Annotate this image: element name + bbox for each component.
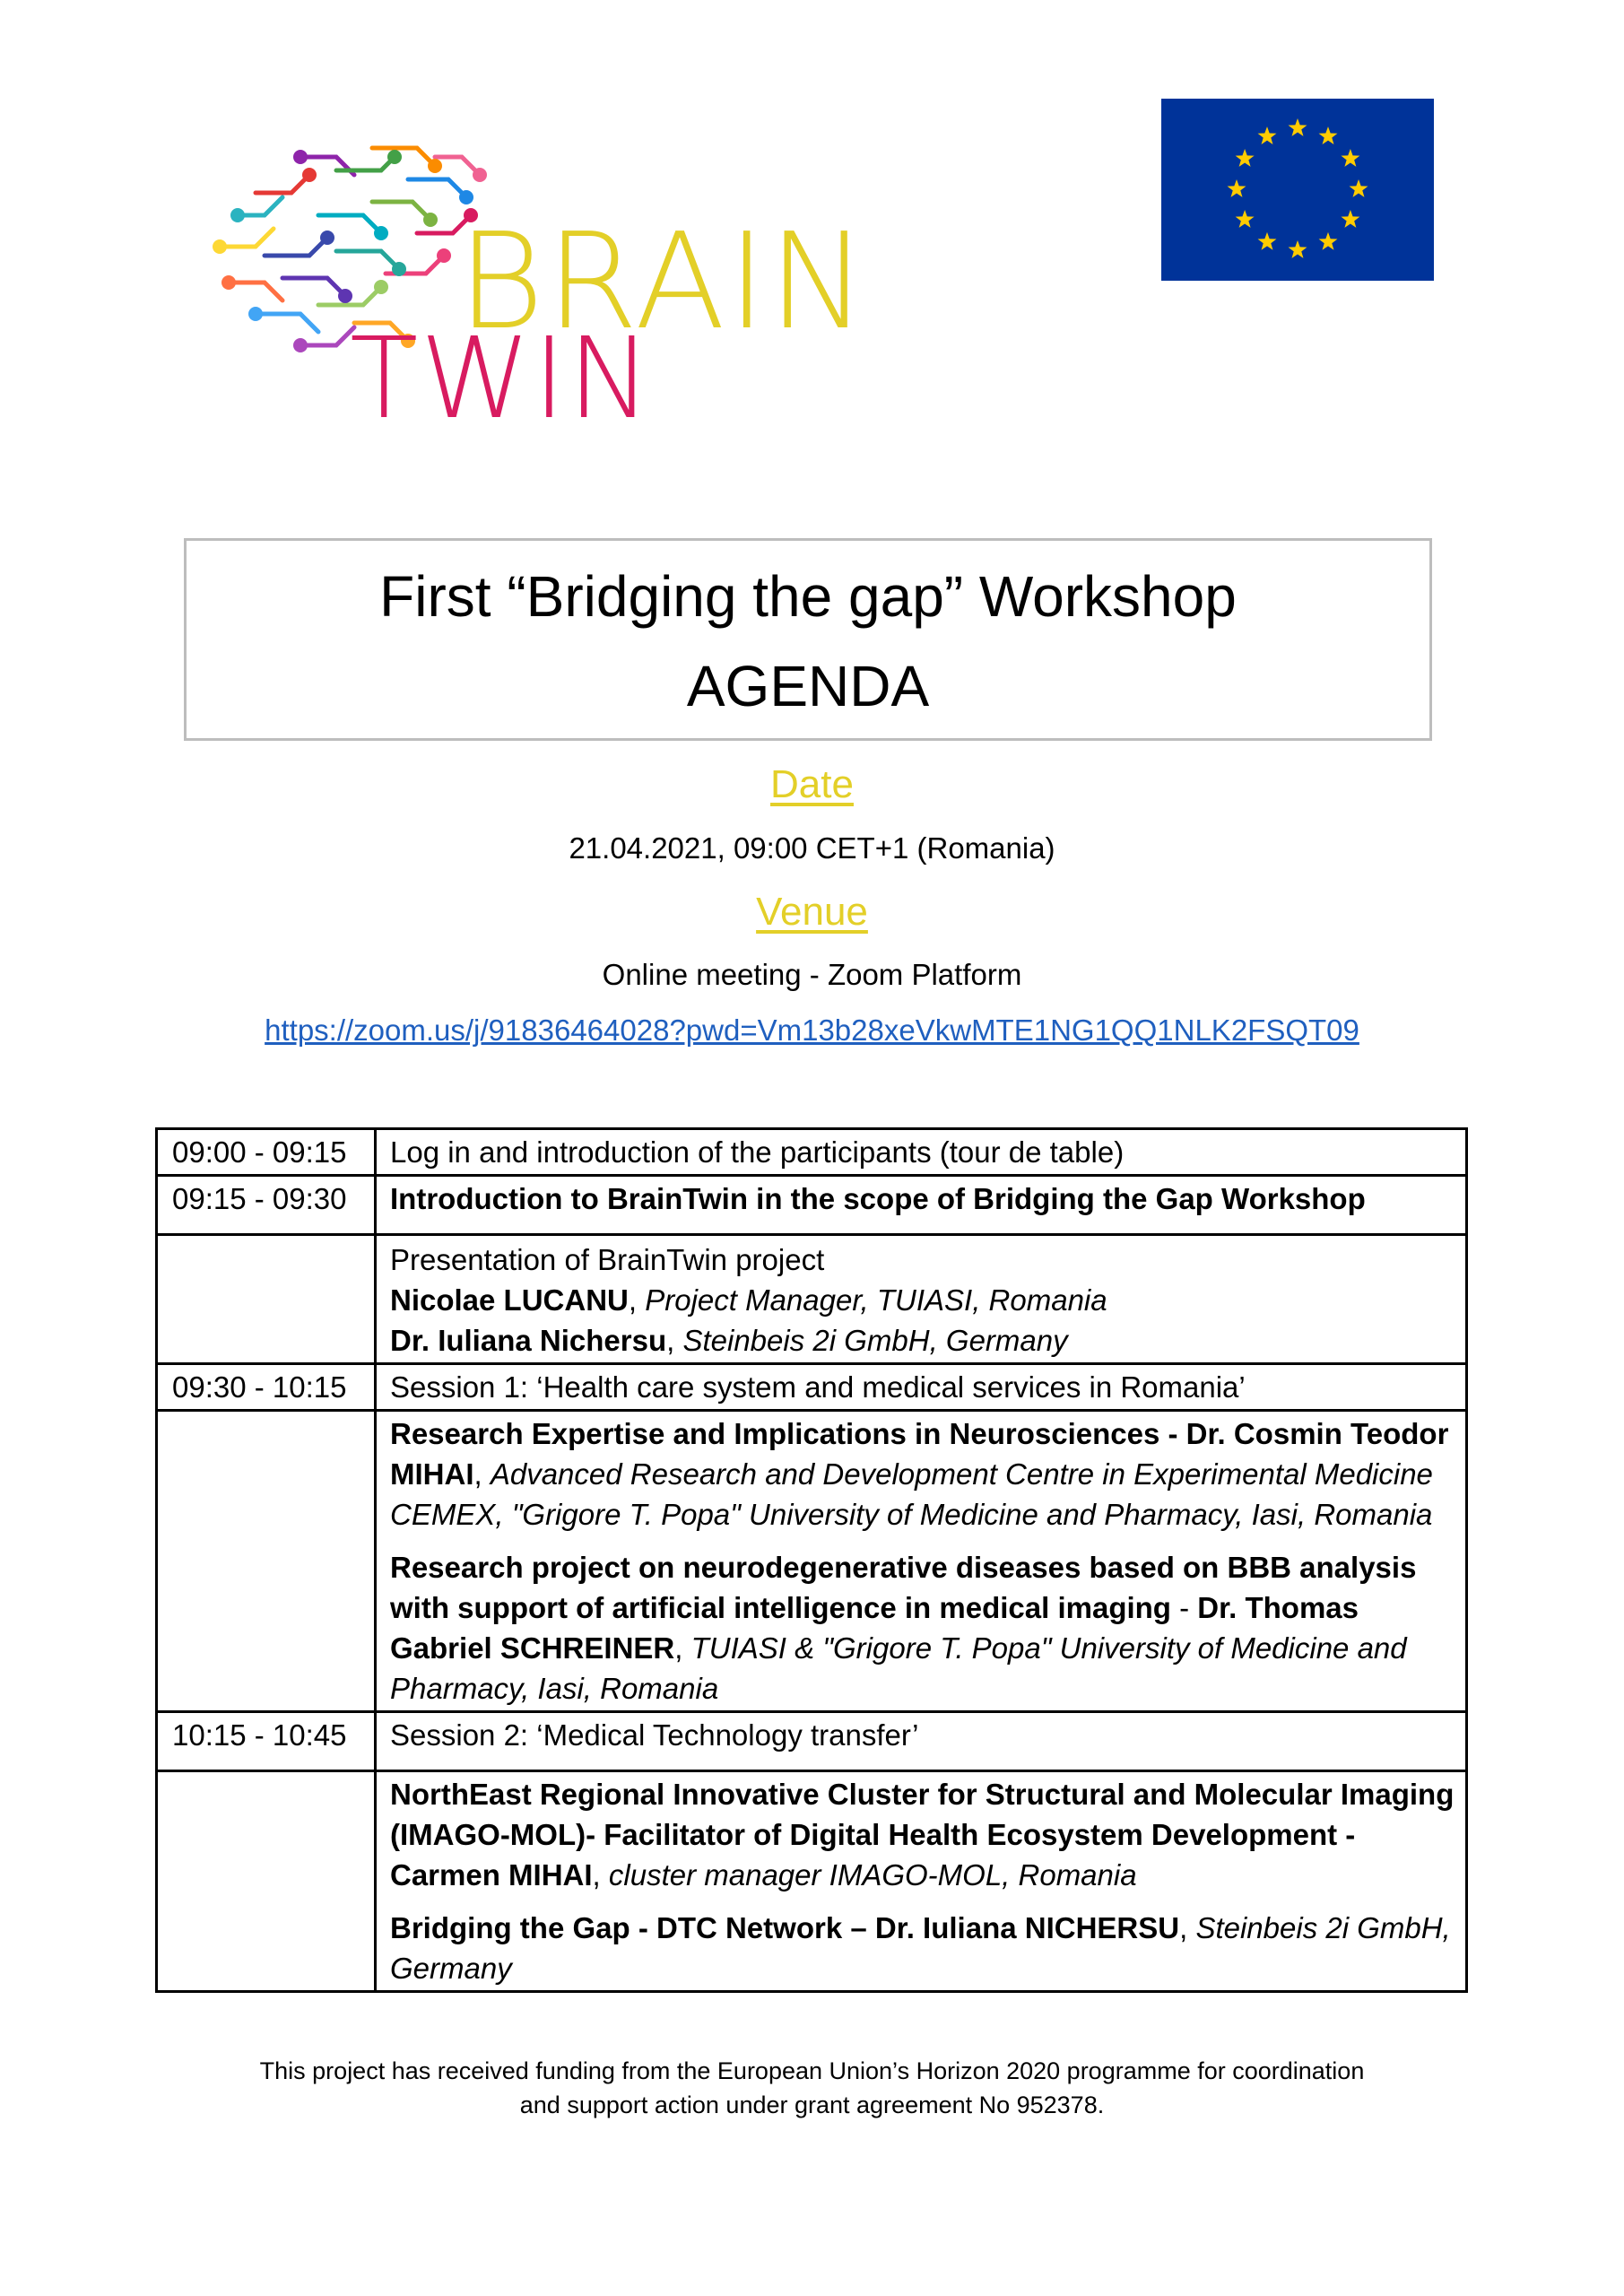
zoom-link-line: [0, 1013, 1624, 1048]
talk-affiliation: Advanced Research and Development Centre in Experimental Medicine CEMEX, "Grigore T. Popa" University of Medicine and Pharmacy, Iasi, Romania: [390, 1457, 1433, 1531]
eu-star-icon: [1236, 149, 1255, 167]
separator: ,: [1179, 1911, 1196, 1944]
agenda-item: Log in and introduction of the participants (tour de table): [376, 1129, 1467, 1176]
eu-flag: [1161, 99, 1434, 281]
table-row: [157, 1364, 1467, 1411]
brain-circuit-icon: [202, 130, 870, 444]
talk-title: Research project on neurodegenerative diseases based on BBB analysis with support of artificial intelligence in medical imaging: [390, 1551, 1417, 1624]
speaker-line: [390, 1280, 1455, 1320]
eu-star-icon: [1258, 126, 1277, 144]
title-box: [184, 538, 1432, 741]
agenda-heading: AGENDA: [686, 654, 930, 718]
agenda-item-title: Introduction to BrainTwin in the scope of Bridging the Gap Workshop: [390, 1182, 1366, 1215]
venue-heading: Venue: [756, 890, 868, 934]
time-cell: [157, 1411, 376, 1712]
footer-line: This project has received funding from the European Union’s Horizon 2020 programme for coordination: [259, 2057, 1365, 2084]
talk-affiliation: Steinbeis 2i GmbH, Germany: [390, 1911, 1451, 1985]
agenda-item: [376, 1411, 1467, 1712]
time-cell: 09:00 - 09:15: [157, 1129, 376, 1176]
eu-star-icon: [1319, 232, 1338, 250]
eu-star-icon: [1341, 149, 1359, 167]
zoom-link[interactable]: https://zoom.us/j/91836464028?pwd=Vm13b28xeVkwMTE1NG1QQ1NLK2FSQT09: [265, 1013, 1359, 1047]
eu-star-icon: [1341, 210, 1359, 228]
eu-star-icon: [1350, 179, 1368, 197]
talk-title: Research Expertise and Implications in Neurosciences - Dr. Cosmin Teodor MIHAI: [390, 1417, 1449, 1491]
venue-value: Online meeting - Zoom Platform: [602, 958, 1022, 991]
speaker-name: Dr. Iuliana Nichersu: [390, 1324, 667, 1357]
talk-affiliation: TUIASI & "Grigore T. Popa" University of Medicine and Pharmacy, Iasi, Romania: [390, 1631, 1407, 1705]
eu-star-icon: [1319, 126, 1338, 144]
footer-line: and support action under grant agreement No 952378.: [519, 2092, 1105, 2118]
separator: -: [1170, 1591, 1198, 1624]
agenda-item: Session 1: ‘Health care system and medical services in Romania’: [376, 1364, 1467, 1411]
speaker-role: Project Manager, TUIASI, Romania: [645, 1283, 1107, 1317]
table-row: [157, 1712, 1467, 1771]
speaker-name: Dr. Thomas Gabriel SCHREINER: [390, 1591, 1359, 1665]
eu-stars-icon: [1161, 99, 1434, 281]
table-row: [157, 1235, 1467, 1364]
eu-star-icon: [1289, 118, 1307, 136]
eu-star-icon: [1258, 232, 1277, 250]
logo-twin-text: TWIN: [350, 314, 654, 444]
talk-title: Bridging the Gap - DTC Network – Dr. Iuliana NICHERSU: [390, 1911, 1180, 1944]
talk-affiliation: cluster manager IMAGO-MOL, Romania: [608, 1858, 1137, 1892]
table-row: [157, 1129, 1467, 1176]
speaker-line: [390, 1320, 1455, 1361]
table-row: [157, 1176, 1467, 1235]
agenda-item: [376, 1235, 1467, 1364]
eu-star-icon: [1236, 210, 1255, 228]
time-cell: 09:15 - 09:30: [157, 1176, 376, 1235]
presentation-title: Presentation of BrainTwin project: [390, 1243, 825, 1276]
talk-entry: [390, 1547, 1455, 1709]
separator: ,: [666, 1324, 683, 1357]
date-heading: Date: [770, 762, 854, 806]
speaker-name: Nicolae LUCANU: [390, 1283, 629, 1317]
time-cell: 09:30 - 10:15: [157, 1364, 376, 1411]
agenda-item: Session 2: ‘Medical Technology transfer’: [376, 1712, 1467, 1771]
time-cell: 10:15 - 10:45: [157, 1712, 376, 1771]
separator: ,: [473, 1457, 491, 1491]
time-cell: [157, 1235, 376, 1364]
braintwin-logo: [202, 130, 870, 444]
table-row: [157, 1771, 1467, 1992]
funding-footer: [0, 2054, 1624, 2122]
eu-star-icon: [1289, 240, 1307, 258]
workshop-title: First “Bridging the gap” Workshop: [379, 564, 1237, 629]
talk-title: NorthEast Regional Innovative Cluster for Structural and Molecular Imaging (IMAGO-MOL)- Facilitator of Digital Health Ecosystem Development - Carmen MIHAI: [390, 1778, 1455, 1892]
speaker-role: Steinbeis 2i GmbH, Germany: [682, 1324, 1068, 1357]
talk-entry: [390, 1413, 1455, 1535]
agenda-item: [376, 1771, 1467, 1992]
talk-entry: [390, 1774, 1455, 1895]
separator: ,: [674, 1631, 691, 1665]
date-value: 21.04.2021, 09:00 CET+1 (Romania): [569, 831, 1055, 865]
separator: ,: [628, 1283, 646, 1317]
time-cell: [157, 1771, 376, 1992]
talk-entry: [390, 1908, 1455, 1988]
separator: ,: [592, 1858, 609, 1892]
agenda-table: [155, 1127, 1468, 1993]
agenda-item: [376, 1176, 1467, 1235]
eu-star-icon: [1228, 179, 1246, 197]
logo-brain-text: BRAIN: [457, 204, 870, 359]
table-row: [157, 1411, 1467, 1712]
